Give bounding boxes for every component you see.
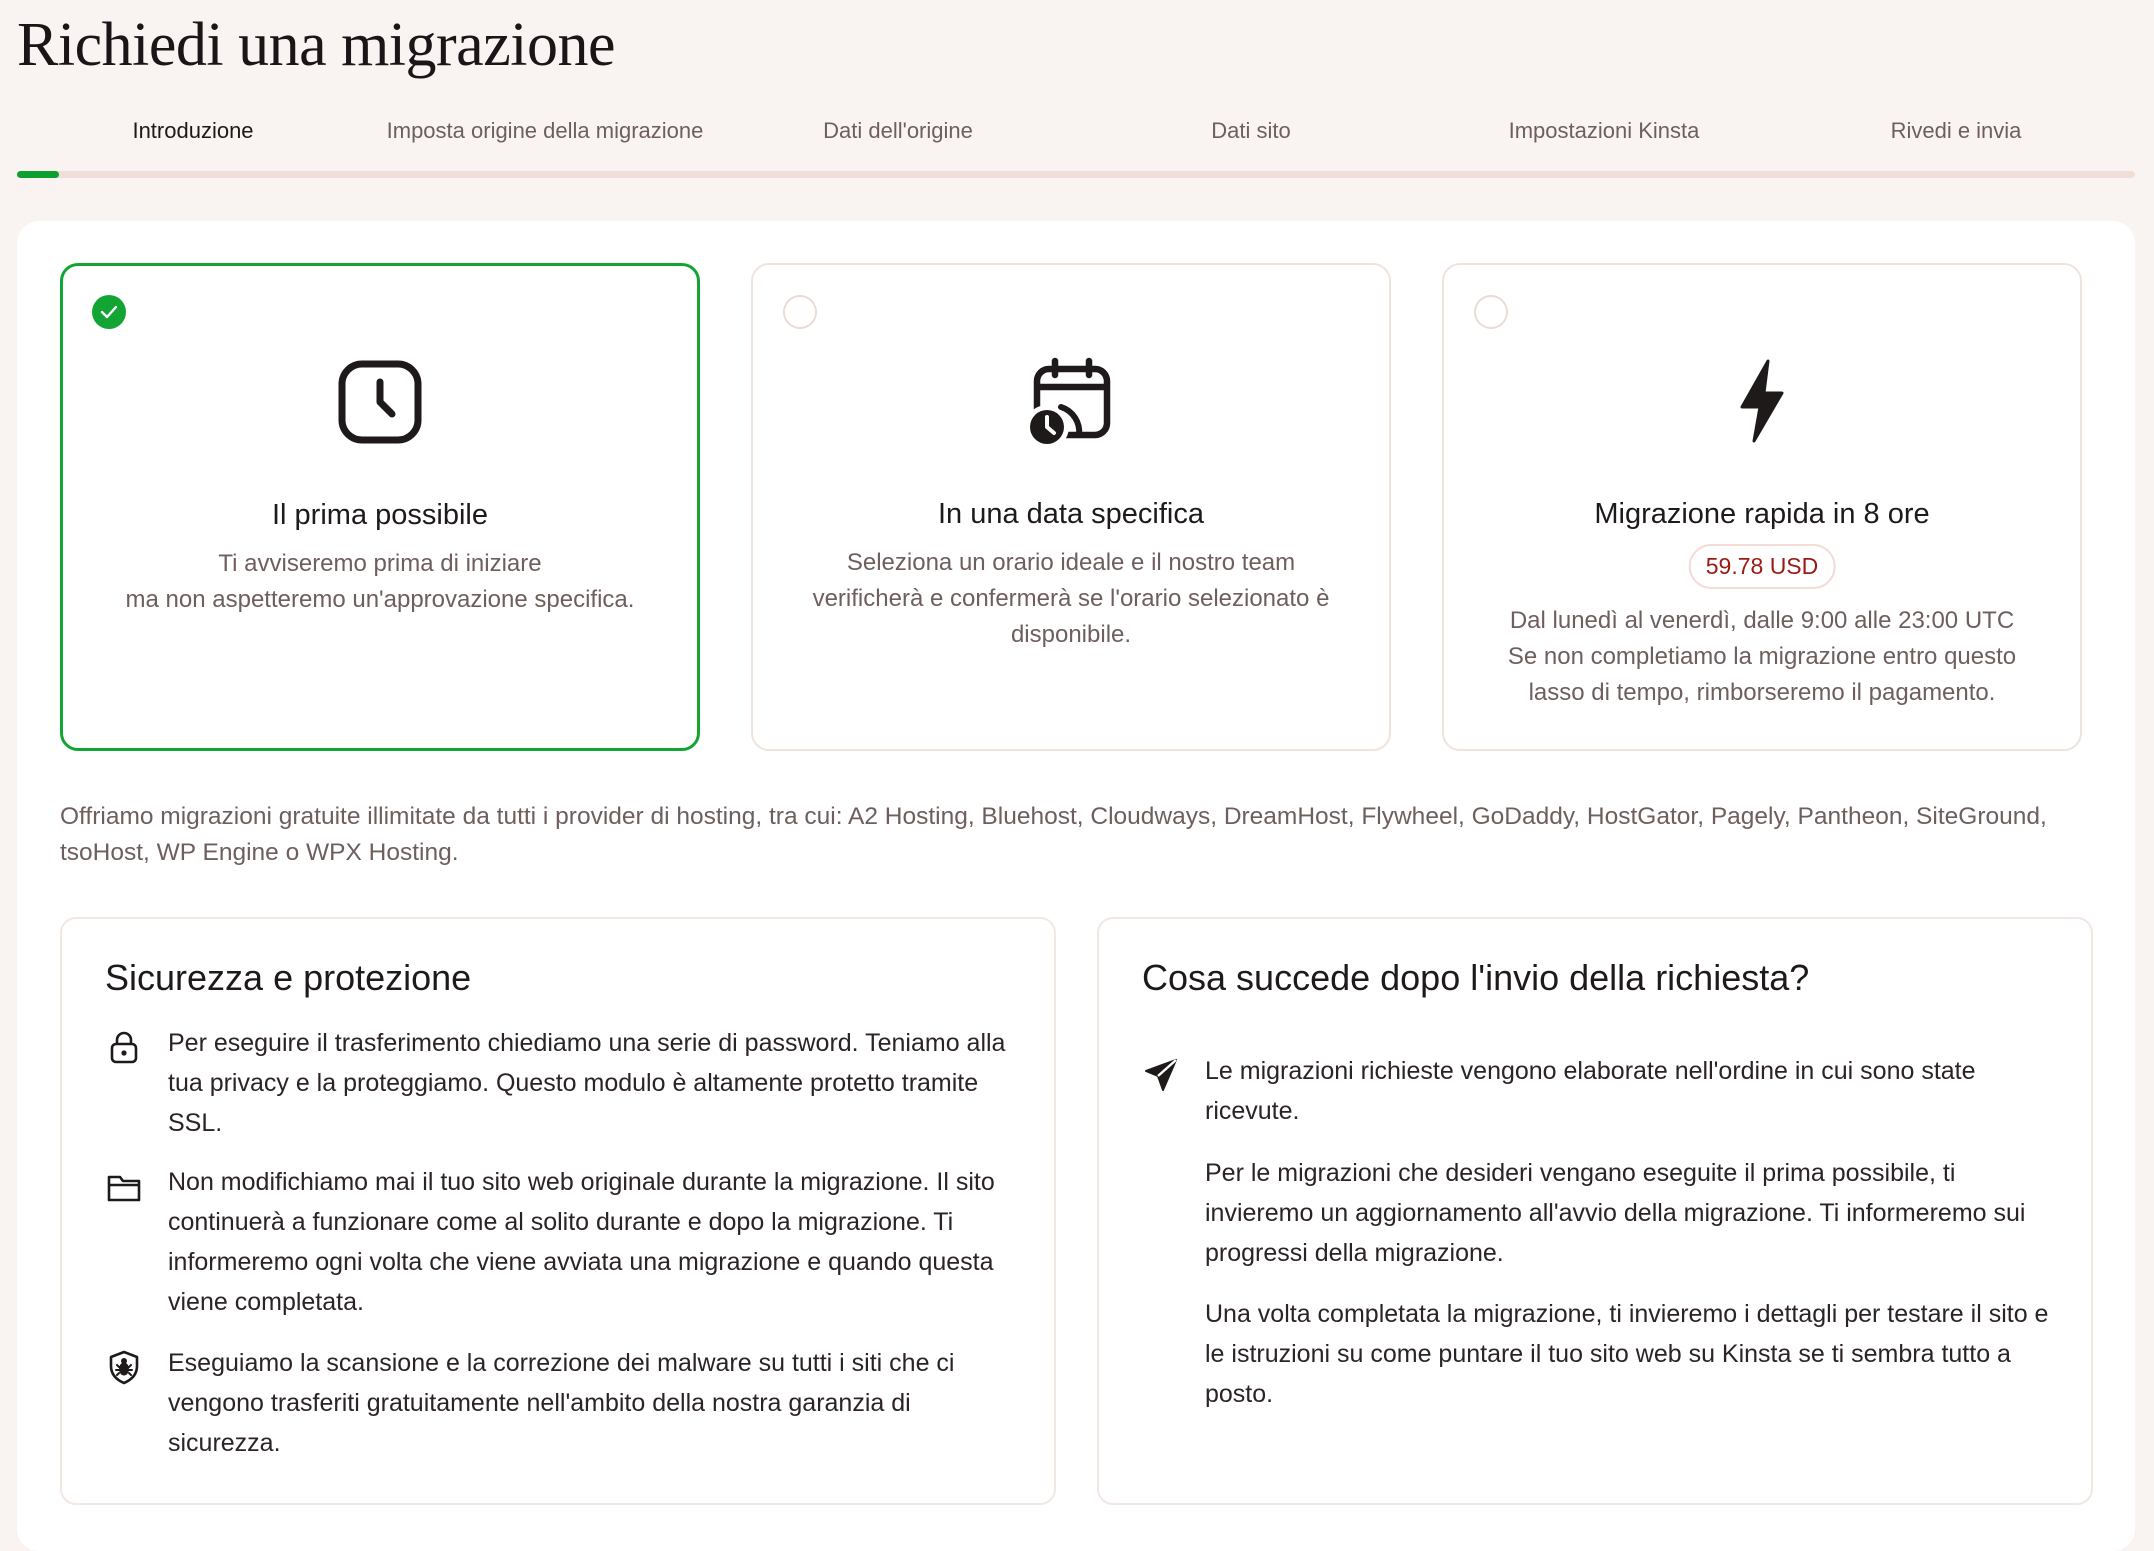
- step-rivedi-invia[interactable]: Rivedi e invia: [1890, 118, 2022, 143]
- price-badge: 59.78 USD: [1689, 544, 1836, 589]
- send-icon: [1143, 1057, 1179, 1093]
- option-title: Migrazione rapida in 8 ore: [1594, 498, 1930, 530]
- security-title: Sicurezza e protezione: [105, 957, 472, 998]
- step-imposta-origine[interactable]: Imposta origine della migrazione: [386, 118, 704, 143]
- option-title: In una data specifica: [937, 498, 1204, 530]
- description-line: Ti avviseremo prima di iniziare: [218, 550, 542, 577]
- radio-unselected[interactable]: [783, 295, 817, 329]
- progress-bar: [17, 171, 2135, 178]
- after-request-card: [1097, 917, 2093, 1505]
- security-item: Per eseguire il trasferimento chiediamo una serie di password. Teniamo alla tua privacy e la proteggiamo. Questo modulo è altamente protetto tramite SSL.: [168, 1029, 1006, 1137]
- progress-fill: [17, 171, 59, 178]
- radio-selected[interactable]: [92, 295, 126, 329]
- step-impostazioni-kinsta[interactable]: Impostazioni Kinsta: [1508, 118, 1700, 143]
- step-dati-origine[interactable]: Dati dell'origine: [823, 118, 973, 143]
- check-icon: [100, 304, 118, 320]
- providers-text: Offriamo migrazioni gratuite illimitate da tutti i provider di hosting, tra cui: A2 Hosting, Bluehost, Cloudways, DreamHost, Flywheel, GoDaddy, HostGator, Pagely, Pantheon, SiteGround, tsoHost, WP Engine o WPX Hosting.: [60, 803, 2047, 866]
- lock-icon: [106, 1029, 142, 1065]
- security-item: Non modifichiamo mai il tuo sito web originale durante la migrazione. Il sito continuerà a funzionare come al solito durante e dopo la migrazione. Ti informeremo ogni volta che viene avviata una migrazione e quando questa viene completata.: [168, 1168, 995, 1316]
- migration-stepper: [17, 118, 2135, 180]
- migration-panel: [17, 221, 2135, 1551]
- option-title: Il prima possibile: [272, 499, 488, 531]
- calendar-clock-icon: [1025, 355, 1117, 447]
- option-fast-migration[interactable]: [1442, 263, 2082, 751]
- security-item: Eseguiamo la scansione e la correzione dei malware su tutti i siti che ci vengono trasferiti gratuitamente nell'ambito della nostra garanzia di sicurezza.: [168, 1349, 955, 1457]
- after-request-paragraph: Le migrazioni richieste vengono elaborate nell'ordine in cui sono state ricevute.: [1205, 1057, 1976, 1125]
- lightning-icon: [1716, 355, 1808, 447]
- clock-icon: [334, 356, 426, 448]
- step-introduzione[interactable]: Introduzione: [132, 118, 254, 143]
- option-description: [773, 545, 1369, 653]
- radio-unselected[interactable]: [1474, 295, 1508, 329]
- after-request-paragraph: Per le migrazioni che desideri vengano eseguite il prima possibile, ti invieremo un aggiornamento all'avvio della migrazione. Ti informeremo sui progressi della migrazione.: [1205, 1159, 2026, 1267]
- description-line: disponibile.: [1010, 621, 1132, 648]
- page-title: Richiedi una migrazione: [17, 11, 615, 79]
- option-description: [83, 546, 677, 618]
- option-description: [1464, 603, 2060, 711]
- description-line: ma non aspetteremo un'approvazione specifica.: [125, 586, 635, 613]
- shield-bug-icon: [106, 1349, 142, 1385]
- security-card: [60, 917, 1056, 1505]
- folder-icon: [106, 1169, 142, 1205]
- description-line: verificherà e confermerà se l'orario selezionato è: [812, 585, 1330, 612]
- description-line: Seleziona un orario ideale e il nostro team: [846, 549, 1296, 576]
- step-dati-sito[interactable]: Dati sito: [1211, 118, 1291, 143]
- after-request-paragraph: Una volta completata la migrazione, ti invieremo i dettagli per testare il sito e le istruzioni su come puntare il tuo sito web su Kinsta se ti sembra tutto a posto.: [1205, 1300, 2049, 1408]
- description-line: Se non completiamo la migrazione entro questo: [1507, 643, 2017, 670]
- description-line: lasso di tempo, rimborseremo il pagamento.: [1528, 679, 1996, 706]
- option-specific-date[interactable]: [751, 263, 1391, 751]
- description-line: Dal lunedì al venerdì, dalle 9:00 alle 23:00 UTC: [1509, 607, 2015, 634]
- after-request-title: Cosa succede dopo l'invio della richiesta?: [1142, 957, 1810, 998]
- option-asap[interactable]: [60, 263, 700, 751]
